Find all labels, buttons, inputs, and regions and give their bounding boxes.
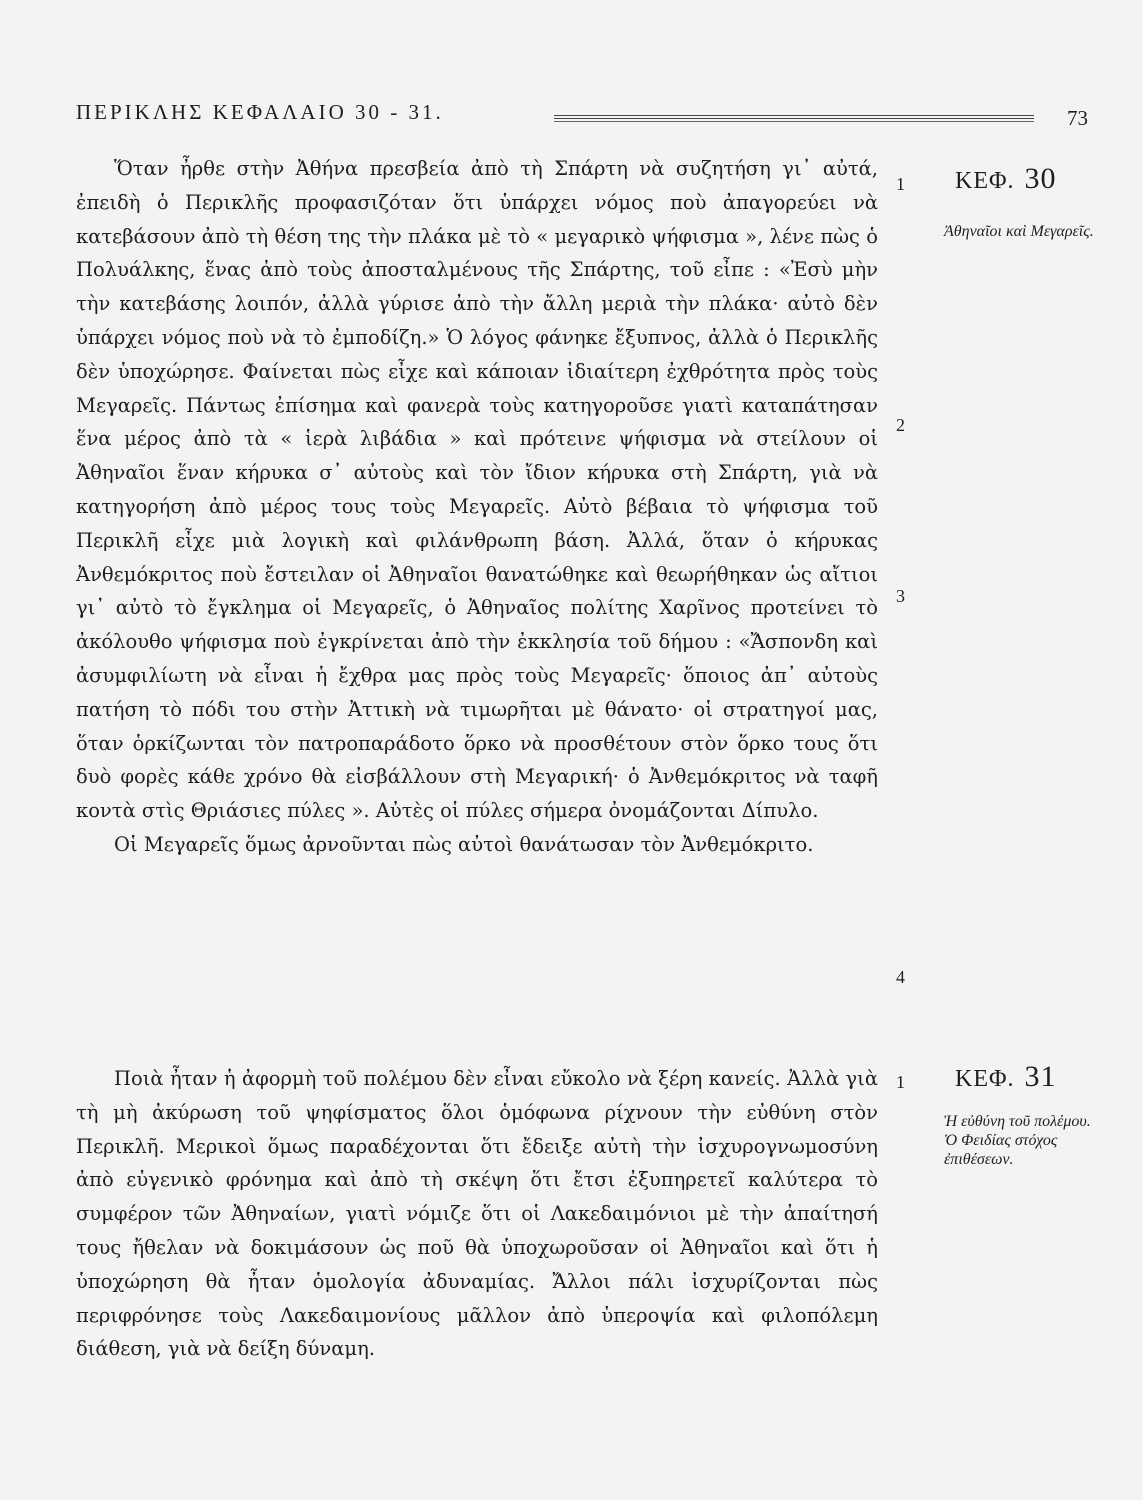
chapter-30-text bbox=[76, 152, 878, 862]
paragraph-number: 1 bbox=[896, 1072, 905, 1092]
chapter-number: 30 bbox=[1024, 162, 1057, 195]
header-rule bbox=[554, 115, 1034, 119]
paragraph-number: 1 bbox=[896, 174, 905, 194]
paragraph-number: 4 bbox=[896, 967, 905, 987]
chapter-30-heading bbox=[955, 162, 1057, 196]
chapter-31-paragraph: Ποιὰ ἦταν ἡ ἀφορμὴ τοῦ πολέμου δὲν εἶναι εὔκολο νὰ ξέρη κανείς. Ἀλλὰ γιὰ τὴ μὴ ἀκύρωση τοῦ ψηφίσματος ὅλοι ὁμόφωνα ρίχνουν τὴν εὐθύνη στὸν Περικλῆ. Μερικοὶ ὅμως παραδέχονται ὅτι ἔδειξε αὐτὴ τὴν ἰσχυρογνωμοσύνη ἀπὸ εὐγενικὸ φρόνημα καὶ ἀπὸ τὴ σκέψη ὅτι ἔτσι ἐξυπηρετεῖ καλύτερα τὸ συμφέρον τῶν Ἀθηναίων, γιατὶ νόμιζε ὅτι οἱ Λακεδαιμόνιοι μὲ τὴν ἀπαίτησή τους ἤθελαν νὰ δοκιμάσουν ὡς ποῦ θὰ ὑποχωροῦσαν οἱ Ἀθηναῖοι καὶ ὅτι ἡ ὑποχώρηση θὰ ἦταν ὁμολογία ἀδυναμίας. Ἄλλοι πάλι ἰσχυρίζονται πὼς περιφρόνησε τοὺς Λακεδαιμονίους μᾶλλον ἀπὸ ὑπεροψία καὶ φιλοπόλεμη διάθεση, γιὰ νὰ δείξη δύναμη. bbox=[76, 1067, 878, 1361]
chapter-31-heading bbox=[955, 1060, 1057, 1094]
chapter-number: 31 bbox=[1024, 1060, 1057, 1093]
page-number: 73 bbox=[1067, 106, 1088, 130]
paragraph-number: 2 bbox=[896, 415, 905, 435]
chapter-31-text bbox=[76, 1062, 878, 1366]
running-title: ΠΕΡΙΚΛΗΣ ΚΕΦΑΛΑΙΟ 30 - 31. bbox=[76, 100, 444, 124]
chapter-30-paragraph: Ὅταν ἦρθε στὴν Ἀθήνα πρεσβεία ἀπὸ τὴ Σπάρτη νὰ συζητήση γι᾿ αὐτά, ἐπειδὴ ὁ Περικλῆς προφασιζόταν ὅτι ὑπάρχει νόμος ποὺ ἀπαγορεύει νὰ κατεβάσουν ἀπὸ τὴ θέση της τὴν πλάκα μὲ τὸ « μεγαρικὸ ψήφισμα », λένε πὼς ὁ Πολυάλκης, ἕνας ἀπὸ τοὺς ἀποσταλμένους τῆς Σπάρτης, τοῦ εἶπε : «Ἐσὺ μὴν τὴν κατεβάσης λοιπόν, ἀλλὰ γύρισε ἀπὸ τὴν ἄλλη μεριὰ τὴν πλάκα· αὐτὸ δὲν ὑπάρχει νόμος ποὺ νὰ τὸ ἐμποδίζη.» Ὁ λόγος φάνηκε ἔξυπνος, ἀλλὰ ὁ Περικλῆς δὲν ὑποχώρησε. Φαίνεται πὼς εἶχε καὶ κάποιαν ἰδιαίτερη ἐχθρότητα πρὸς τοὺς Μεγαρεῖς. Πάντως ἐπίσημα καὶ φανερὰ τοὺς κατηγοροῦσε γιατὶ καταπάτησαν ἕνα μέρος ἀπὸ τὰ « ἱερὰ λιβάδια » καὶ πρότεινε ψήφισμα νὰ στείλουν οἱ Ἀθηναῖοι ἕναν κήρυκα σ᾿ αὐτοὺς καὶ τὸν ἴδιον κήρυκα στὴ Σπάρτη, γιὰ νὰ κατηγορήση ἀπὸ μέρος τους τοὺς Μεγαρεῖς. Αὐτὸ βέβαια τὸ ψήφισμα τοῦ Περικλῆ εἶχε μιὰ λογικὴ καὶ φιλάνθρωπη βάση. Ἀλλά, ὅταν ὁ κήρυκας Ἀνθεμόκριτος ποὺ ἔστειλαν οἱ Ἀθηναῖοι θανατώθηκε καὶ θεωρήθηκαν ὡς αἴτιοι γι᾿ αὐτὸ τὸ ἔγκλημα οἱ Μεγαρεῖς, ὁ Ἀθηναῖος πολίτης Χαρῖνος προτείνει τὸ ἀκόλουθο ψήφισμα ποὺ ἐγκρίνεται ἀπὸ τὴν ἐκκλησία τοῦ δήμου : «Ἄσπονδη καὶ ἀσυμφιλίωτη νὰ εἶναι ἡ ἔχθρα μας πρὸς τοὺς Μεγαρεῖς· ὅποιος ἀπ᾿ αὐτοὺς πατήση τὸ πόδι του στὴν Ἀττικὴ νὰ τιμωρῆται μὲ θάνατο· οἱ στρατηγοί μας, ὅταν ὁρκίζωνται τὸν πατροπαράδοτο ὅρκο νὰ προσθέτουν στὸν ὅρκο τους ὅτι δυὸ φορὲς κάθε χρόνο θὰ εἰσβάλλουν στὴ Μεγαρική· ὁ Ἀνθεμόκριτος νὰ ταφῆ κοντὰ στὶς Θριάσιες πύλες ». Αὐτὲς οἱ πύλες σήμερα ὀνομάζονται Δίπυλο. bbox=[76, 157, 878, 823]
chapter-label: ΚΕΦ. bbox=[955, 1066, 1015, 1092]
chapter-30-side-note: Ἀθηναῖοι καὶ Μεγαρεῖς. bbox=[944, 223, 1094, 240]
running-header bbox=[76, 100, 1088, 140]
chapter-30-paragraph: Οἱ Μεγαρεῖς ὅμως ἀρνοῦνται πὼς αὐτοὶ θανάτωσαν τὸν Ἀνθεμόκριτο. bbox=[114, 832, 814, 856]
chapter-31-side-note: Ἡ εὐθύνη τοῦ πολέμου. Ὁ Φειδίας στόχος ἐπιθέσεων. bbox=[944, 1113, 1091, 1168]
chapter-label: ΚΕΦ. bbox=[955, 168, 1015, 194]
paragraph-number: 3 bbox=[896, 586, 905, 606]
